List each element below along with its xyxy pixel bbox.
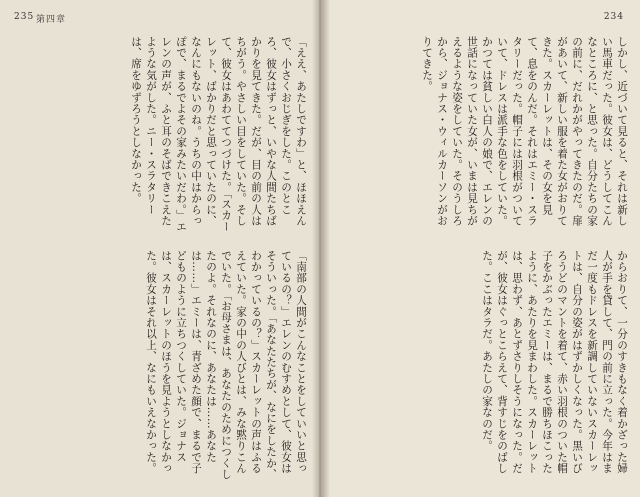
left-page <box>0 0 319 497</box>
right-lower-text: からおりて、一分のすきもなく着かざった婦人が手を貸して、門の前に立った。今年はまだ一度もドレスを新調していないスカーレットは、自分の姿がはずかしくなった。黒いびろうどのマントを着て、赤い羽根のついた帽子をかぶったエミーは、まるで勝ちほこったように、あたりを見まわした。スカーレットは、思わず、あとずさりしそうになった。だが、彼女はぐっとこらえて、背すじをのばした。ここはタラだ。あたしの家なのだ。 <box>481 250 628 474</box>
right-upper-text: しかし、近づいて見ると、それは新しい馬車だった。彼女は、どうしてこんなところに、と思った。自分たちの家の前に、だれかがやってきたのだ。扉があいて、新しい服を着た女がおりてきた。スカーレットは、その女を見て、息をのんだ。それはエミー・スラタリーだった。帽子には羽根がついていて、ドレスは派手な色をしていた。かつては貧しい白人の娘で、エレンの世話になっていた女が、いまは見ちがえるような姿をしていた。そのうしろから、ジョナス・ウィルカーソンがおりてきた。 <box>421 36 628 227</box>
left-page-number: 235 <box>14 12 35 22</box>
left-lower-text: 「南部の人間がこんなことをしていいと思っているの？」エレンのむすめとして、彼女はそういった。「あなたたちが、なにをしたか、わかっているの？」スカーレットの声はふるえていた。家の中の人びとは、みな黙りこんでいた。「お母さまは、あなたのためにつくしたのよ。それなのに、あなたは……あなたは……」エミーは、青ざめた顔で、まるで子どものように立ちつくしていた。ジョナスは、スカーレットのほうを見ようとしなかった。彼女はそれ以上、なにもいえなかった。 <box>145 250 307 480</box>
book-gutter <box>312 0 330 497</box>
right-page-number: 234 <box>603 12 624 22</box>
left-upper-text: 「ええ、あたしですわ」と、ほほえんで、小さくおじぎをした。このところ、彼女はずっと、いやな人間たちばかりを見てきた。だが、目の前の人はちがう。やさしい目をしていた。そして、彼女はあわててつづけた。「スカーレット、ばかりだと思っていたのに、なんにもないのね。うちの中はからっぽで、まるでよその家みたいだわ。」エレンの声が、ふと耳のそばできこえたような気がした。ニー・スラタリーは、席をゆずろうとしなかった。 <box>130 36 307 233</box>
right-page <box>321 0 640 497</box>
running-title: 第四章 <box>36 15 67 25</box>
